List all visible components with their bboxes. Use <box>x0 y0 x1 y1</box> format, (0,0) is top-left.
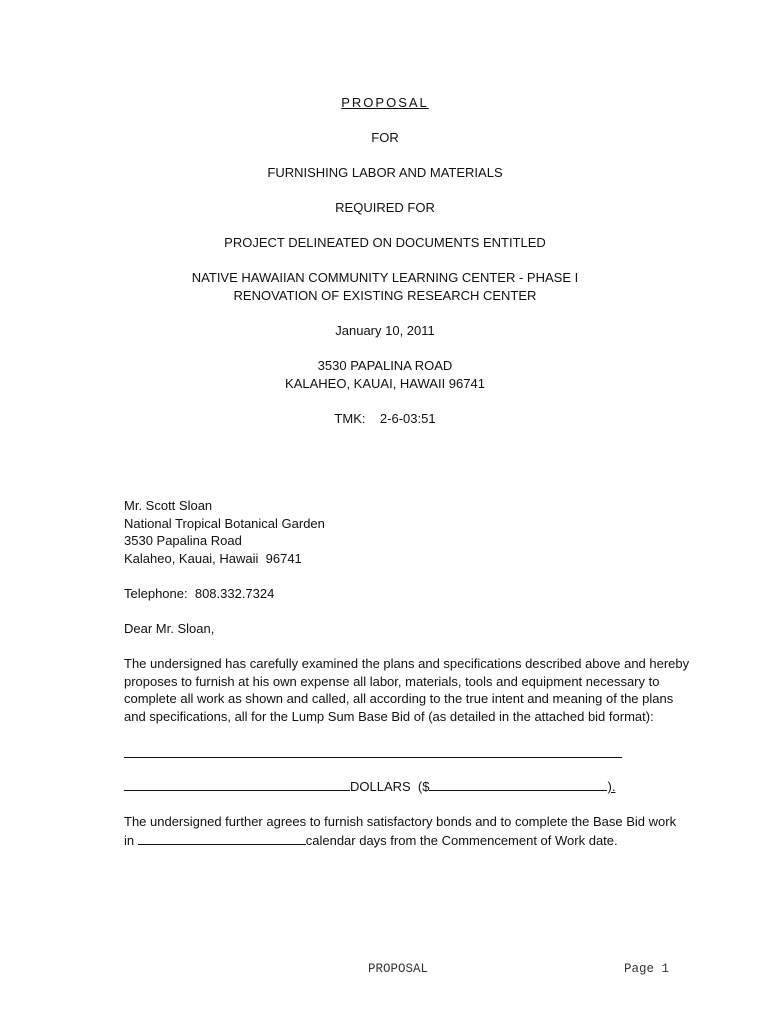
header-furnishing: FURNISHING LABOR AND MATERIALS <box>267 165 503 180</box>
project-name-line-1: NATIVE HAWAIIAN COMMUNITY LEARNING CENTER - PHASE I <box>191 270 579 285</box>
proposal-date: January 10, 2011 <box>335 323 435 338</box>
body-paragraph-2-line-1: The undersigned further agrees to furnish satisfactory bonds and to complete the Base Bid work <box>124 814 677 829</box>
document-title: PROPOSAL <box>341 95 429 110</box>
tmk-number: TMK: 2-6-03:51 <box>334 411 436 426</box>
calendar-days-blank[interactable] <box>138 831 306 845</box>
recipient-telephone: Telephone: 808.332.7324 <box>124 586 275 601</box>
footer-page-number: Page 1 <box>624 962 670 976</box>
recipient-street: 3530 Papalina Road <box>124 533 242 548</box>
dollars-amount-blank[interactable] <box>429 777 607 791</box>
dollars-words-blank[interactable] <box>124 777 350 791</box>
salutation: Dear Mr. Sloan, <box>124 621 215 636</box>
body-paragraph-1-line: and specifications, all for the Lump Sum Base Bid of (as detailed in the attached bid format): <box>124 708 654 724</box>
project-address-line-1: 3530 PAPALINA ROAD <box>317 358 453 373</box>
project-name-line-2: RENOVATION OF EXISTING RESEARCH CENTER <box>233 288 537 303</box>
body-paragraph-1-line: The undersigned has carefully examined the plans and specifications described above and hereby <box>124 656 690 671</box>
body-paragraph-2-line-2 <box>124 831 618 850</box>
bid-amount-words-blank[interactable] <box>124 757 622 758</box>
footer-label: PROPOSAL <box>368 962 429 976</box>
dollars-label: DOLLARS ($ <box>350 779 430 794</box>
dollars-line <box>124 777 615 796</box>
header-required-for: REQUIRED FOR <box>335 200 435 215</box>
dollars-close: ). <box>607 779 616 794</box>
header-project-delineated: PROJECT DELINEATED ON DOCUMENTS ENTITLED <box>224 235 546 250</box>
body-paragraph-1 <box>124 655 690 725</box>
recipient-organization: National Tropical Botanical Garden <box>124 516 325 531</box>
paragraph-2-rest: calendar days from the Commencement of Work date. <box>305 833 618 848</box>
project-address-line-2: KALAHEO, KAUAI, HAWAII 96741 <box>285 376 485 391</box>
recipient-name: Mr. Scott Sloan <box>124 498 213 513</box>
paragraph-2-in: in <box>124 833 138 848</box>
header-for: FOR <box>371 130 399 145</box>
recipient-city: Kalaheo, Kauai, Hawaii 96741 <box>124 551 302 566</box>
body-paragraph-1-line: complete all work as shown and called, all according to the true intent and meaning of the plans <box>124 691 674 706</box>
body-paragraph-1-line: proposes to furnish at his own expense all labor, materials, tools and equipment necessary to <box>124 673 660 689</box>
